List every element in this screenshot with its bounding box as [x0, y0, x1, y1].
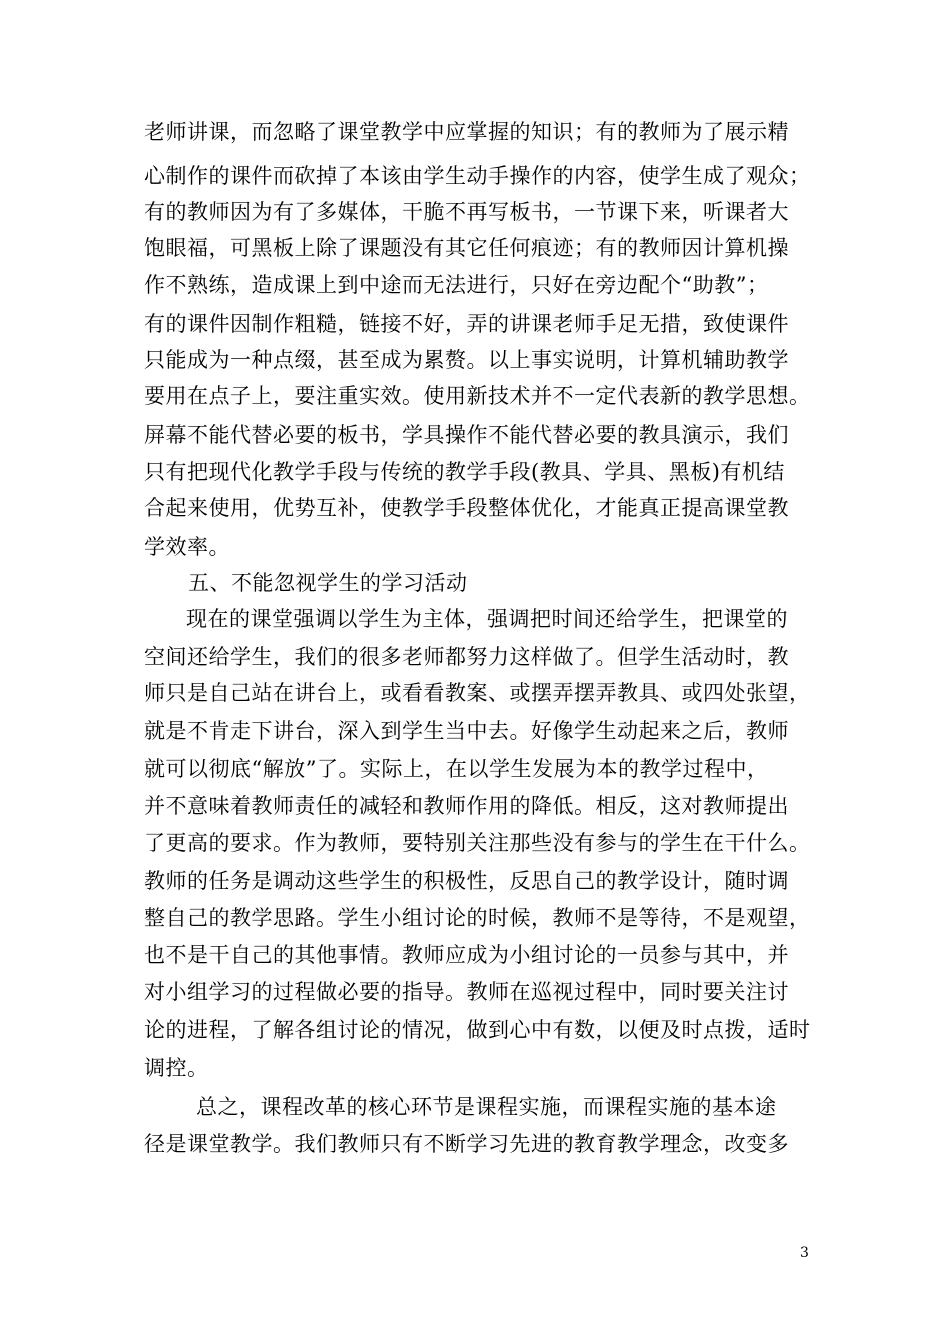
- text-line: 有的教师因为有了多媒体，干脆不再写板书，一节课下来，听课者大: [144, 200, 789, 224]
- text-line: 并不意味着教师责任的减轻和教师作用的降低。相反，这对教师提出: [144, 794, 789, 818]
- text-line: 心制作的课件而砍掉了本该由学生动手操作的内容，使学生成了观众；: [144, 164, 811, 188]
- text-line: 学效率。: [144, 535, 230, 559]
- text-line: 合起来使用，优势互补，使教学手段整体优化，才能真正提高课堂教: [144, 496, 789, 520]
- text-line: 屏幕不能代替必要的板书，学具操作不能代替必要的教具演示，我们: [144, 423, 789, 447]
- text-line: 总之，课程改革的核心环节是课程实施，而课程实施的基本途: [196, 1095, 777, 1119]
- text-line: 只能成为一种点缀，甚至成为累赘。以上事实说明，计算机辅助教学: [144, 348, 789, 372]
- text-line: 只有把现代化教学手段与传统的教学手段(教具、学具、黑板)有机结: [144, 460, 785, 484]
- text-line: 现在的课堂强调以学生为主体，强调把时间还给学生，把课堂的: [186, 607, 788, 631]
- text-line: 作不熟练，造成课上到中途而无法进行，只好在旁边配个“助教”；: [144, 273, 769, 297]
- text-line: 调控。: [144, 1056, 209, 1080]
- text-line: 整自己的教学思路。学生小组讨论的时候，教师不是等待，不是观望，: [144, 906, 811, 930]
- text-line: 径是课堂教学。我们教师只有不断学习先进的教育教学理念，改变多: [144, 1132, 789, 1156]
- text-line: 就可以彻底“解放”了。实际上，在以学生发展为本的教学过程中，: [144, 757, 769, 781]
- text-line: 论的进程，了解各组讨论的情况，做到心中有数，以便及时点拨，适时: [144, 1018, 811, 1042]
- text-line: 对小组学习的过程做必要的指导。教师在巡视过程中，同时要关注讨: [144, 980, 789, 1004]
- text-line: 有的课件因制作粗糙，链接不好，弄的讲课老师手足无措，致使课件: [144, 312, 789, 336]
- text-line: 饱眼福，可黑板上除了课题没有其它任何痕迹；有的教师因计算机操: [144, 236, 789, 260]
- text-line: 也不是干自己的其他事情。教师应成为小组讨论的一员参与其中，并: [144, 943, 789, 967]
- section-heading: 五、不能忽视学生的学习活动: [188, 571, 468, 595]
- page-number: 3: [800, 1245, 809, 1261]
- text-line: 老师讲课，而忽略了课堂教学中应掌握的知识；有的教师为了展示精: [144, 120, 789, 144]
- text-line: 师只是自己站在讲台上，或看看教案、或摆弄摆弄教具、或四处张望，: [144, 681, 811, 705]
- text-line: 就是不肯走下讲台，深入到学生当中去。好像学生动起来之后，教师: [144, 719, 789, 743]
- text-line: 空间还给学生，我们的很多老师都努力这样做了。但学生活动时，教: [144, 645, 789, 669]
- text-line: 教师的任务是调动这些学生的积极性，反思自己的教学设计，随时调: [144, 869, 789, 893]
- text-line: 要用在点子上，要注重实效。使用新技术并不一定代表新的教学思想。: [144, 384, 811, 408]
- text-line: 了更高的要求。作为教师，要特别关注那些没有参与的学生在干什么。: [144, 831, 811, 855]
